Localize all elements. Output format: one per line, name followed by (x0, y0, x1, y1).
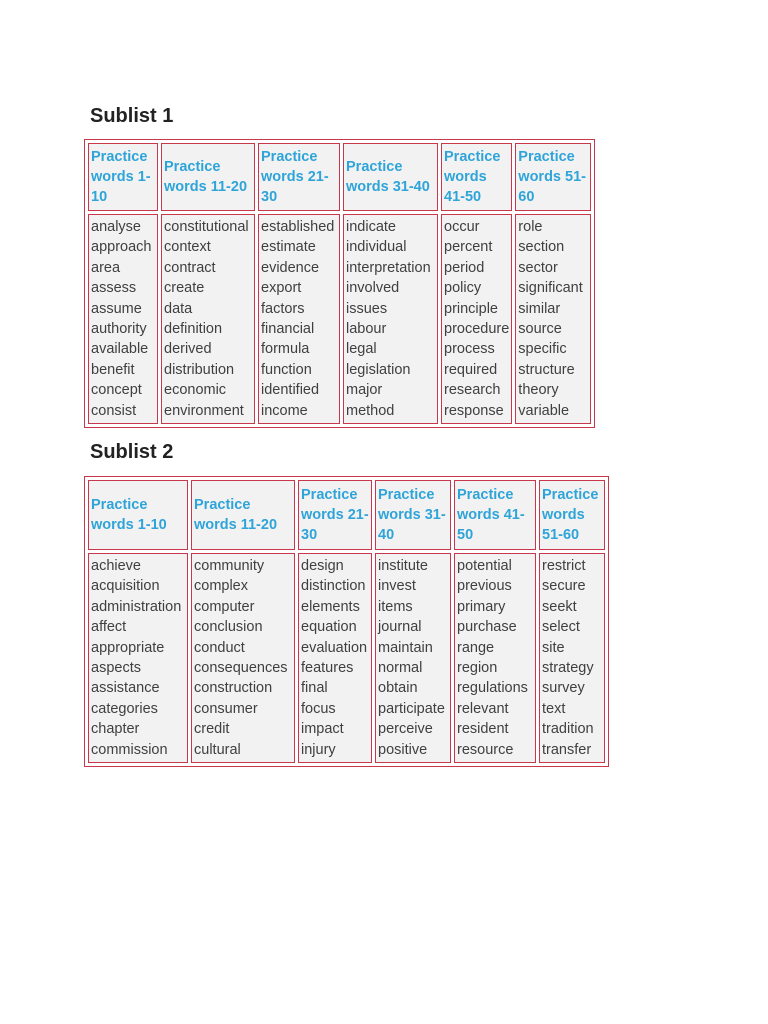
word-item: relevant (457, 700, 509, 717)
word-item: primary (457, 598, 506, 615)
word-item: maintain (378, 639, 433, 656)
word-item: significant (518, 280, 583, 297)
word-item: specific (518, 341, 567, 358)
word-item: region (457, 660, 498, 677)
word-item: available (91, 341, 149, 358)
word-item: previous (457, 578, 512, 595)
word-item: consequences (194, 660, 288, 677)
word-item: indicate (346, 219, 396, 235)
word-item: distinction (301, 578, 366, 595)
word-item: assistance (91, 680, 160, 697)
word-item: journal (378, 619, 422, 636)
word-column (454, 553, 536, 763)
word-item: response (444, 402, 504, 419)
word-item: similar (518, 300, 561, 317)
word-item: evaluation (301, 639, 368, 656)
word-item: variable (518, 402, 570, 419)
word-row (88, 553, 605, 763)
sublist-1-title: Sublist 1 (90, 105, 174, 127)
word-item: appropriate (91, 639, 165, 656)
word-item: occur (444, 219, 480, 235)
word-item: economic (164, 382, 227, 399)
word-item: cultural (194, 741, 241, 758)
word-item: concept (91, 382, 142, 399)
word-item: legislation (346, 361, 411, 378)
word-item: aspects (91, 660, 141, 677)
word-column (441, 214, 512, 424)
word-item: credit (194, 721, 230, 738)
column-header: Practice words 31-40 (375, 480, 451, 550)
word-item: focus (301, 700, 336, 717)
word-item: resident (457, 721, 509, 738)
sublist-2-table (84, 476, 609, 767)
word-item: computer (194, 598, 255, 615)
column-header: Practice words 21-30 (258, 143, 340, 211)
word-item: income (261, 402, 308, 419)
word-item: function (261, 361, 312, 378)
word-item: definition (164, 321, 223, 338)
column-header: Practice words 41-50 (441, 143, 512, 211)
column-header: Practice words 41-50 (454, 480, 536, 550)
word-item: theory (518, 382, 559, 399)
word-column (298, 553, 372, 763)
word-item: positive (378, 741, 428, 758)
word-item: interpretation (346, 259, 431, 276)
column-header: Practice words 1-10 (88, 480, 188, 550)
word-item: conduct (194, 639, 245, 656)
word-item: benefit (91, 361, 135, 378)
word-item: data (164, 300, 193, 317)
word-item: features (301, 660, 354, 677)
word-item: purchase (457, 619, 517, 636)
word-item: procedure (444, 321, 510, 338)
word-item: elements (301, 598, 360, 615)
word-item: final (301, 680, 328, 697)
header-row (88, 480, 605, 550)
word-item: perceive (378, 721, 433, 738)
word-item: legal (346, 341, 377, 358)
word-item: factors (261, 300, 305, 317)
word-item: community (194, 558, 265, 574)
word-item: established (261, 219, 335, 235)
column-header: Practice words 21-30 (298, 480, 372, 550)
word-column (375, 553, 451, 763)
word-item: derived (164, 341, 212, 358)
word-item: text (542, 700, 566, 717)
word-item: evidence (261, 259, 320, 276)
word-item: formula (261, 341, 310, 358)
word-item: range (457, 639, 495, 656)
column-header: Practice words 51-60 (539, 480, 605, 550)
word-item: percent (444, 239, 493, 256)
word-item: commission (91, 741, 168, 758)
word-item: analyse (91, 219, 141, 235)
word-item: affect (91, 619, 127, 636)
sublist-2-title: Sublist 2 (90, 441, 174, 463)
word-item: chapter (91, 721, 140, 738)
word-item: categories (91, 700, 158, 717)
word-item: resource (457, 741, 514, 758)
word-item: transfer (542, 741, 592, 758)
word-item: consumer (194, 700, 258, 717)
word-item: process (444, 341, 495, 358)
word-item: site (542, 639, 565, 656)
word-item: injury (301, 741, 336, 758)
sublist-1-table (84, 139, 595, 428)
word-item: construction (194, 680, 273, 697)
word-column (515, 214, 591, 424)
word-column (88, 214, 158, 424)
word-item: institute (378, 558, 428, 574)
word-item: assume (91, 300, 142, 317)
word-row (88, 214, 591, 424)
word-item: sector (518, 259, 558, 276)
word-item: potential (457, 558, 512, 574)
column-header: Practice words 31-40 (343, 143, 438, 211)
word-item: labour (346, 321, 387, 338)
word-item: invest (378, 578, 416, 595)
word-item: identified (261, 382, 320, 399)
word-item: approach (91, 239, 152, 256)
word-item: restrict (542, 558, 586, 574)
word-item: structure (518, 361, 575, 378)
word-item: secure (542, 578, 586, 595)
word-item: participate (378, 700, 445, 717)
word-item: equation (301, 619, 357, 636)
word-item: method (346, 402, 395, 419)
word-column (88, 553, 188, 763)
word-item: estimate (261, 239, 316, 256)
word-item: individual (346, 239, 407, 256)
word-item: environment (164, 402, 244, 419)
word-item: constitutional (164, 219, 249, 235)
word-item: contract (164, 259, 216, 276)
word-item: major (346, 382, 383, 399)
word-item: select (542, 619, 580, 636)
word-item: section (518, 239, 565, 256)
word-item: area (91, 259, 121, 276)
word-item: research (444, 382, 501, 399)
column-header: Practice words 1-10 (88, 143, 158, 211)
word-item: complex (194, 578, 248, 595)
word-column (539, 553, 605, 763)
word-item: acquisition (91, 578, 160, 595)
word-item: consist (91, 402, 137, 419)
column-header: Practice words 11-20 (161, 143, 255, 211)
word-item: impact (301, 721, 344, 738)
word-item: create (164, 280, 205, 297)
column-header: Practice words 11-20 (191, 480, 295, 550)
word-item: obtain (378, 680, 418, 697)
word-column (191, 553, 295, 763)
word-item: required (444, 361, 498, 378)
header-row (88, 143, 591, 211)
word-item: policy (444, 280, 482, 297)
word-item: seekt (542, 598, 577, 615)
word-item: normal (378, 660, 423, 677)
word-item: role (518, 219, 543, 235)
word-item: administration (91, 598, 182, 615)
word-item: distribution (164, 361, 235, 378)
word-item: principle (444, 300, 498, 317)
column-header: Practice words 51-60 (515, 143, 591, 211)
word-item: source (518, 321, 562, 338)
word-item: tradition (542, 721, 594, 738)
word-item: context (164, 239, 211, 256)
word-column (161, 214, 255, 424)
word-item: strategy (542, 660, 594, 677)
word-item: export (261, 280, 302, 297)
word-item: items (378, 598, 413, 615)
word-item: regulations (457, 680, 528, 697)
word-item: achieve (91, 558, 141, 574)
word-item: financial (261, 321, 315, 338)
word-column (343, 214, 438, 424)
word-item: assess (91, 280, 137, 297)
word-item: survey (542, 680, 585, 697)
word-column (258, 214, 340, 424)
word-item: conclusion (194, 619, 263, 636)
word-item: involved (346, 280, 400, 297)
word-item: issues (346, 300, 388, 317)
word-item: authority (91, 321, 147, 338)
word-item: period (444, 259, 485, 276)
word-item: design (301, 558, 344, 574)
